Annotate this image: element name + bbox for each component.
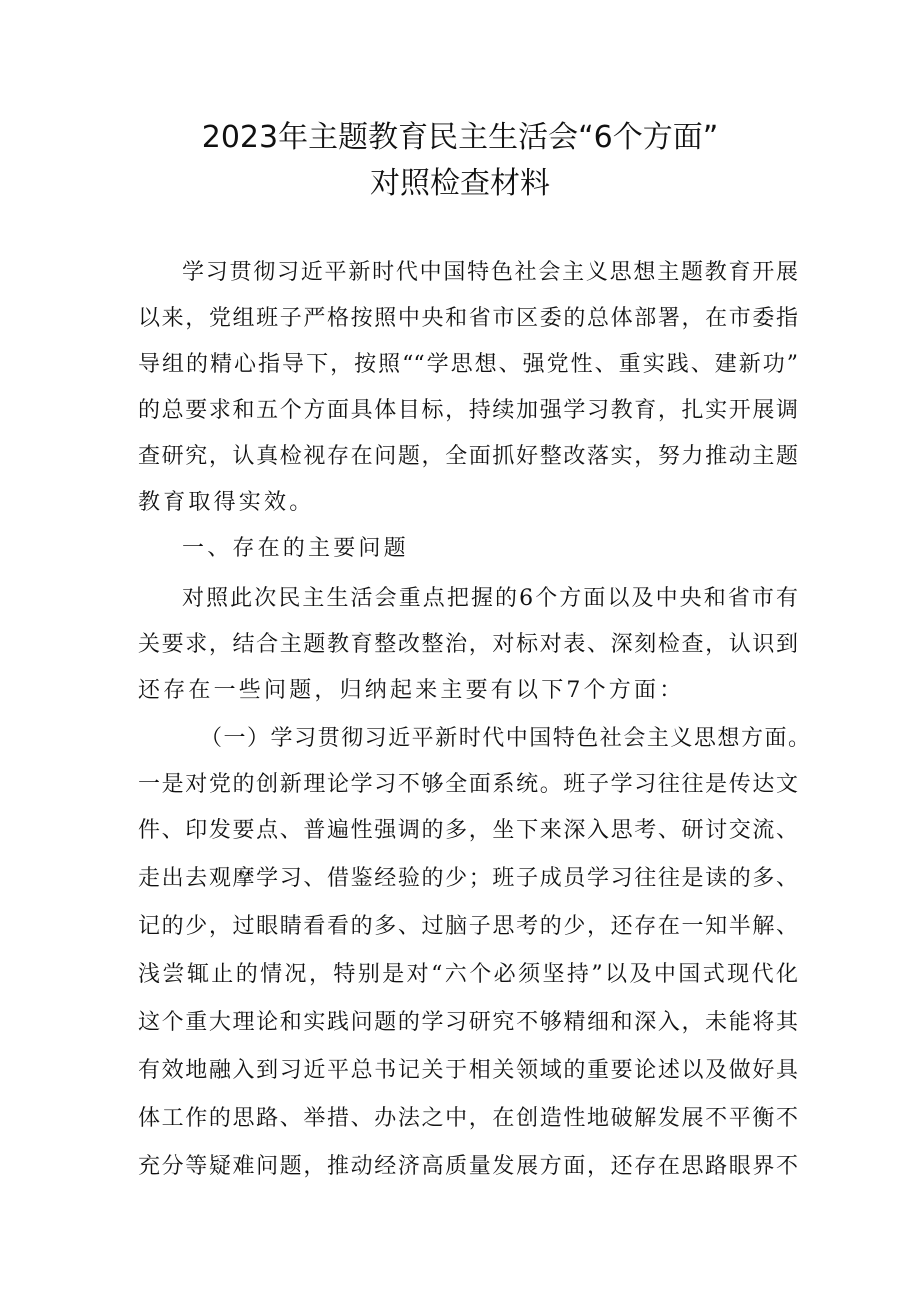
paragraph-line: 件、印发要点、普遍性强调的多，坐下来深入思考、研讨交流、	[138, 818, 798, 843]
paragraph-line: 一是对党的创新理论学习不够全面系统。班子学习往往是传达文	[138, 772, 798, 797]
subsection-heading: （一）学习贯彻习近平新时代中国特色社会主义思想方面。	[200, 726, 810, 751]
paragraph-line: 还存在一些问题，归纳起来主要有以下7个方面：	[138, 678, 685, 703]
paragraph-line: 关要求，结合主题教育整改整治，对标对表、深刻检查，认识到	[138, 632, 798, 657]
paragraph-line: 走出去观摩学习、借鉴经验的少；班子成员学习往往是读的多、	[138, 866, 798, 891]
paragraph-line: 教育取得实效。	[138, 490, 315, 515]
paragraph-line: 的总要求和五个方面具体目标，持续加强学习教育，扎实开展调	[138, 398, 798, 423]
paragraph-line: 对照此次民主生活会重点把握的6个方面以及中央和省市有	[182, 586, 798, 611]
paragraph-line: 有效地融入到习近平总书记关于相关领域的重要论述以及做好具	[138, 1058, 798, 1083]
document-title-line-1: 2023年主题教育民主生活会“6个方面”	[201, 120, 719, 155]
paragraph-line: 浅尝辄止的情况，特别是对“六个必须坚持”以及中国式现代化	[138, 962, 798, 987]
paragraph-line: 体工作的思路、举措、办法之中，在创造性地破解发展不平衡不	[138, 1106, 798, 1131]
paragraph-line: 充分等疑难问题，推动经济高质量发展方面，还存在思路眼界不	[138, 1154, 798, 1179]
paragraph-line: 查研究，认真检视存在问题，全面抓好整改落实，努力推动主题	[138, 444, 798, 469]
paragraph-line: 导组的精心指导下，按照““学思想、强党性、重实践、建新功”	[138, 352, 798, 377]
paragraph-line: 记的少，过眼睛看看的多、过脑子思考的少，还存在一知半解、	[138, 914, 798, 939]
paragraph-line: 这个重大理论和实践问题的学习研究不够精细和深入，未能将其	[138, 1010, 798, 1035]
paragraph-line: 以来，党组班子严格按照中央和省市区委的总体部署，在市委指	[138, 306, 798, 331]
paragraph-line: 学习贯彻习近平新时代中国特色社会主义思想主题教育开展	[182, 260, 798, 285]
document-title-line-2: 对照检查材料	[370, 166, 550, 201]
section-heading: 一、存在的主要问题	[182, 536, 409, 561]
